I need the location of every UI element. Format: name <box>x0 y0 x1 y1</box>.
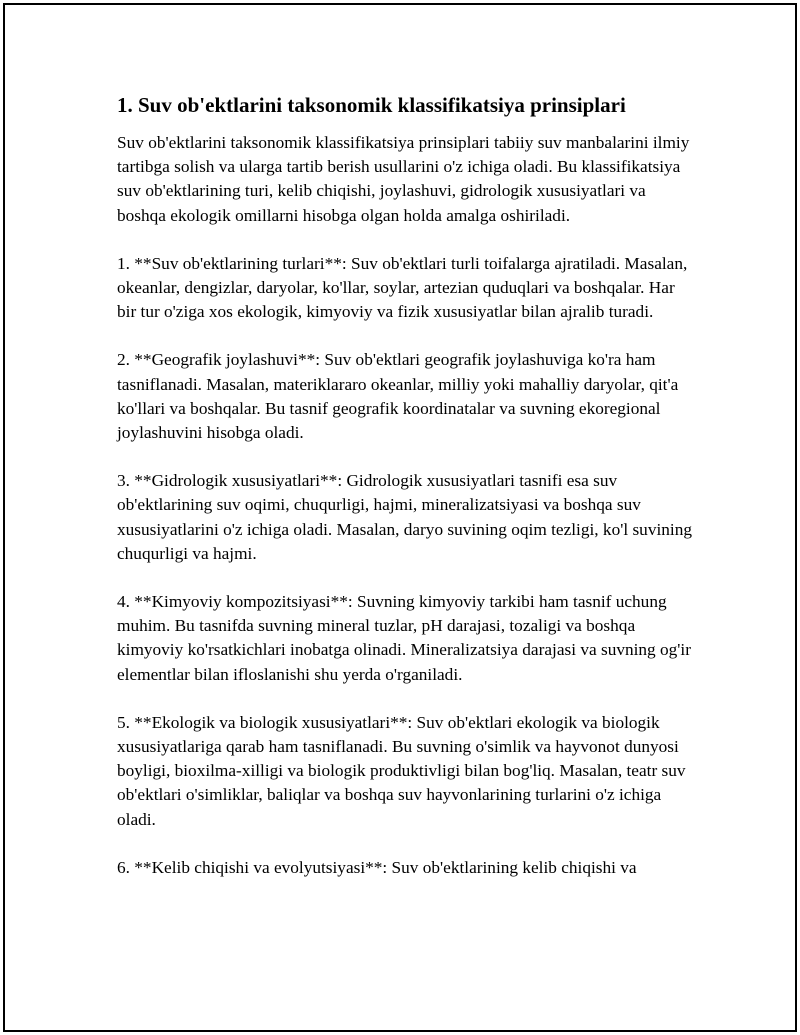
paragraph-ecology: 5. **Ekologik va biologik xususiyatlari**: Suv ob'ektlari ekologik va biologik xususiyatlariga qarab ham tasniflanadi. Bu suvning o'simlik va hayvonot dunyosi boyligi, bioxilma-xilligi va biologik produktivligi bilan bog'liq. Masalan, teatr suv ob'ektlari o'simliklar, baliqlar va boshqa suv hayvonlarining turlarini o'z ichiga oladi. <box>117 712 686 829</box>
paragraph-chemistry: 4. **Kimyoviy kompozitsiyasi**: Suvning kimyoviy tarkibi ham tasnif uchung muhim. Bu tasnifda suvning mineral tuzlar, pH darajasi, tozaligi va boshqa kimyoviy ko'rsatkichlari inobatga olinadi. Mineralizatsiya darajasi va suvning og'ir elementlar bilan ifloslanishi shu yerda o'rganiladi. <box>117 592 691 684</box>
paragraph-origin: 6. **Kelib chiqishi va evolyutsiyasi**: Suv ob'ektlarining kelib chiqishi va <box>117 857 637 877</box>
paragraph-types: 1. **Suv ob'ektlarining turlari**: Suv ob'ektlari turli toifalarga ajratiladi. Masalan, okeanlar, dengizlar, daryolar, ko'llar, soylar, artezian quduqlari va boshqalar. Har bir tur o'ziga xos ekologik, kimyoviy va fizik xususiyatlar bilan ajralib turadi. <box>117 253 688 322</box>
document-body <box>117 90 697 880</box>
paragraph-hydrology: 3. **Gidrologik xususiyatlari**: Gidrologik xususiyatlari tasnifi esa suv ob'ektlarining suv oqimi, chuqurligi, hajmi, mineralizatsiyasi va boshqa suv xususiyatlarini o'z ichiga oladi. Masalan, daryo suvining oqim tezligi, ko'l suvining chuqurligi va hajmi. <box>117 471 692 563</box>
paragraph-geography: 2. **Geografik joylashuvi**: Suv ob'ektlari geografik joylashuviga ko'ra ham tasniflanadi. Masalan, materiklararo okeanlar, milliy yoki mahalliy daryolar, qit'a ko'llari va boshqalar. Bu tasnif geografik koordinatalar va suvning ekoregional joylashuvini hisobga oladi. <box>117 350 679 443</box>
intro-paragraph: Suv ob'ektlarini taksonomik klassifikatsiya prinsiplari tabiiy suv manbalarini ilmiy tartibga solish va ularga tartib berish usullarini o'z ichiga oladi. Bu klassifikatsiya suv ob'ektlarining turi, kelib chiqishi, joylashuvi, gidrologik xususiyatlari va boshqa ekologik omillarni hisobga olgan holda amalga oshiriladi. <box>117 133 690 225</box>
document-title: 1. Suv ob'ektlarini taksonomik klassifikatsiya prinsiplari <box>117 93 626 117</box>
